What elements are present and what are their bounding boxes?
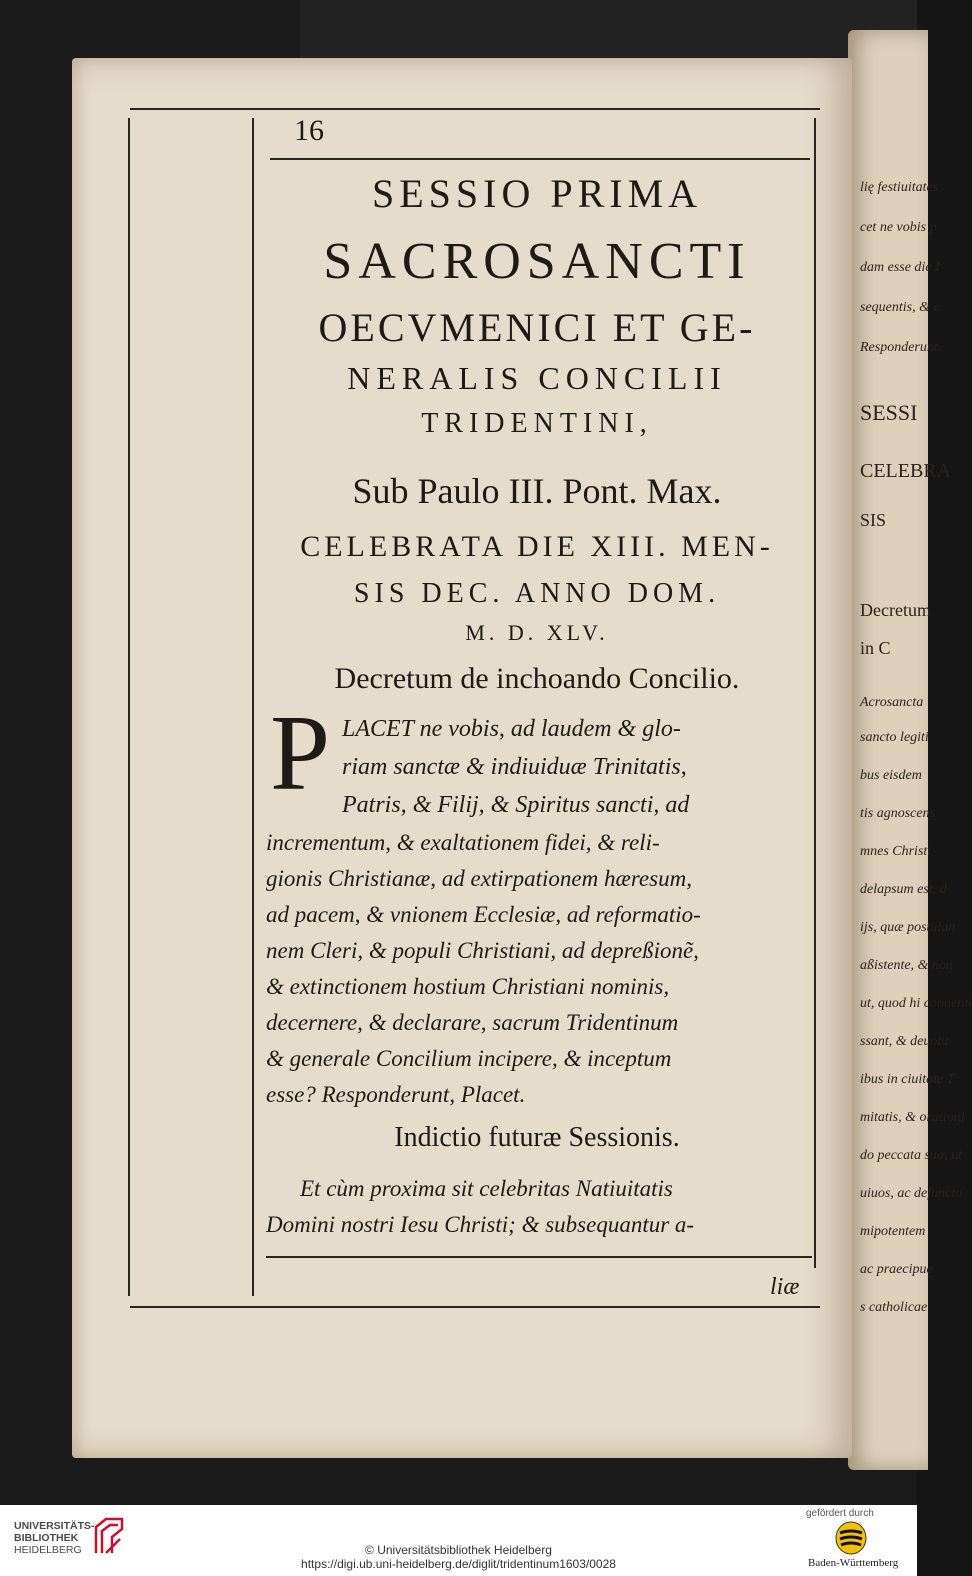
- page-number: 16: [294, 114, 324, 147]
- body-line: & generale Concilium incipere, & inceptum: [266, 1046, 672, 1071]
- next-page-fragment: ibus in ciuitate T: [860, 1072, 955, 1087]
- title-line: SACROSANCTI: [323, 233, 751, 290]
- body-line: Et cùm proxima sit celebritas Natiuitatis: [300, 1176, 673, 1201]
- funder-name: Baden-Württemberg: [808, 1557, 899, 1569]
- celebration-line: M. D. XLV.: [465, 620, 609, 645]
- next-page-fragment: ijs, quæ postulan: [860, 920, 956, 935]
- baden-wuerttemberg-crest-icon[interactable]: [833, 1520, 869, 1556]
- background-strip: [300, 0, 917, 60]
- section-heading: Decretum de inchoando Concilio.: [334, 662, 740, 695]
- next-page-fragment: delapsum est, d: [860, 882, 947, 897]
- permalink[interactable]: https://digi.ub.uni-heidelberg.de/diglit/tridentinum1603/0028: [301, 1557, 616, 1571]
- next-page-edge: [848, 30, 972, 1470]
- next-page-fragment: sancto legiti: [860, 730, 929, 745]
- celebration-line: CELEBRATA DIE XIII. MEN-: [300, 530, 774, 563]
- footer-bar: [0, 1505, 917, 1576]
- body-line: Patris, & Filij, & Spiritus sancti, ad: [342, 792, 690, 818]
- next-page-fragment: SESSI: [860, 400, 918, 425]
- frame-top-rule: [130, 108, 820, 110]
- body-line: ad pacem, & vnionem Ecclesiæ, ad reformatio-: [266, 902, 701, 927]
- body-line: LACET ne vobis, ad laudem & glo-: [342, 716, 681, 742]
- next-page-fragment: Acrosancta: [860, 695, 924, 710]
- next-page-fragment: Responderunt.: [860, 340, 942, 355]
- body-line: esse? Responderunt, Placet.: [266, 1082, 526, 1107]
- next-page-fragment: SIS: [860, 510, 887, 530]
- next-page-fragment: mipotentem: [860, 1224, 926, 1239]
- title-line: OECVMENICI ET GE-: [318, 305, 756, 350]
- celebration-line: SIS DEC. ANNO DOM.: [353, 578, 721, 609]
- footer-rule: [266, 1256, 812, 1258]
- catchword: liæ: [770, 1274, 800, 1300]
- body-line: nem Cleri, & populi Christiani, ad depreßionẽ,: [266, 938, 699, 963]
- next-page-fragment: in C: [860, 638, 891, 658]
- drop-cap: P: [270, 694, 331, 813]
- next-page-fragment: tis agnoscens: [860, 806, 936, 821]
- next-page-fragment: aßistente, & non: [860, 958, 953, 973]
- next-page-fragment: uiuos, ac defuncto: [860, 1186, 963, 1201]
- next-page-fragment: lię festiuitates: [860, 180, 939, 195]
- title-line: NERALIS CONCILII: [347, 360, 727, 396]
- library-name-line: BIBLIOTHEK: [14, 1532, 79, 1544]
- body-line: & extinctionem hostium Christiani nominis,: [266, 974, 670, 999]
- subtitle: Sub Paulo III. Pont. Max.: [352, 471, 722, 511]
- header-rule: [270, 158, 810, 160]
- body-line: gionis Christianæ, ad extirpationem hæresum,: [266, 866, 692, 891]
- funded-by-label: gefördert durch: [806, 1508, 874, 1519]
- next-page-fragment: mnes Christi: [860, 844, 932, 859]
- frame-inner-left-rule: [252, 118, 254, 1296]
- body-line: decernere, & declarare, sacrum Tridentinum: [266, 1010, 679, 1035]
- next-page-fragment: dam esse die I: [860, 260, 940, 275]
- copyright-text: © Universitätsbibliothek Heidelberg: [365, 1543, 552, 1557]
- next-page-fragment: ssant, & deuotu: [860, 1034, 949, 1049]
- frame-outer-left-rule: [128, 118, 130, 1296]
- library-name-line: UNIVERSITÄTS-: [14, 1520, 95, 1532]
- next-page-fragment: bus eisdem: [860, 768, 922, 783]
- next-page-fragment: cet ne vobis p: [860, 220, 937, 235]
- section-heading-2: Indictio futuræ Sessionis.: [394, 1122, 680, 1153]
- next-page-fragment: ac praecipue: [860, 1262, 933, 1277]
- body-line: incrementum, & exaltationem fidei, & reli-: [266, 830, 660, 855]
- next-page-fragment: do peccata sua, ut: [860, 1148, 962, 1163]
- next-page-fragment: s catholicae: [860, 1300, 928, 1315]
- library-name-line: HEIDELBERG: [14, 1544, 82, 1556]
- next-page-fragment: Decretum: [860, 600, 931, 620]
- body-line: Domini nostri Iesu Christi; & subsequantur a-: [266, 1212, 695, 1237]
- frame-right-rule: [814, 118, 816, 1268]
- next-page-fragment: ut, quod hi conuenti: [860, 996, 972, 1011]
- frame-bottom-rule: [130, 1306, 820, 1308]
- body-line: riam sanctæ & indiuiduæ Trinitatis,: [342, 754, 687, 780]
- next-page-fragment: CELEBRA: [860, 460, 952, 482]
- title-line: SESSIO PRIMA: [371, 171, 703, 216]
- next-page-fragment: sequentis, & c: [860, 300, 940, 315]
- next-page-fragment: mitatis, & orationi: [860, 1110, 965, 1125]
- title-line: TRIDENTINI,: [421, 408, 653, 439]
